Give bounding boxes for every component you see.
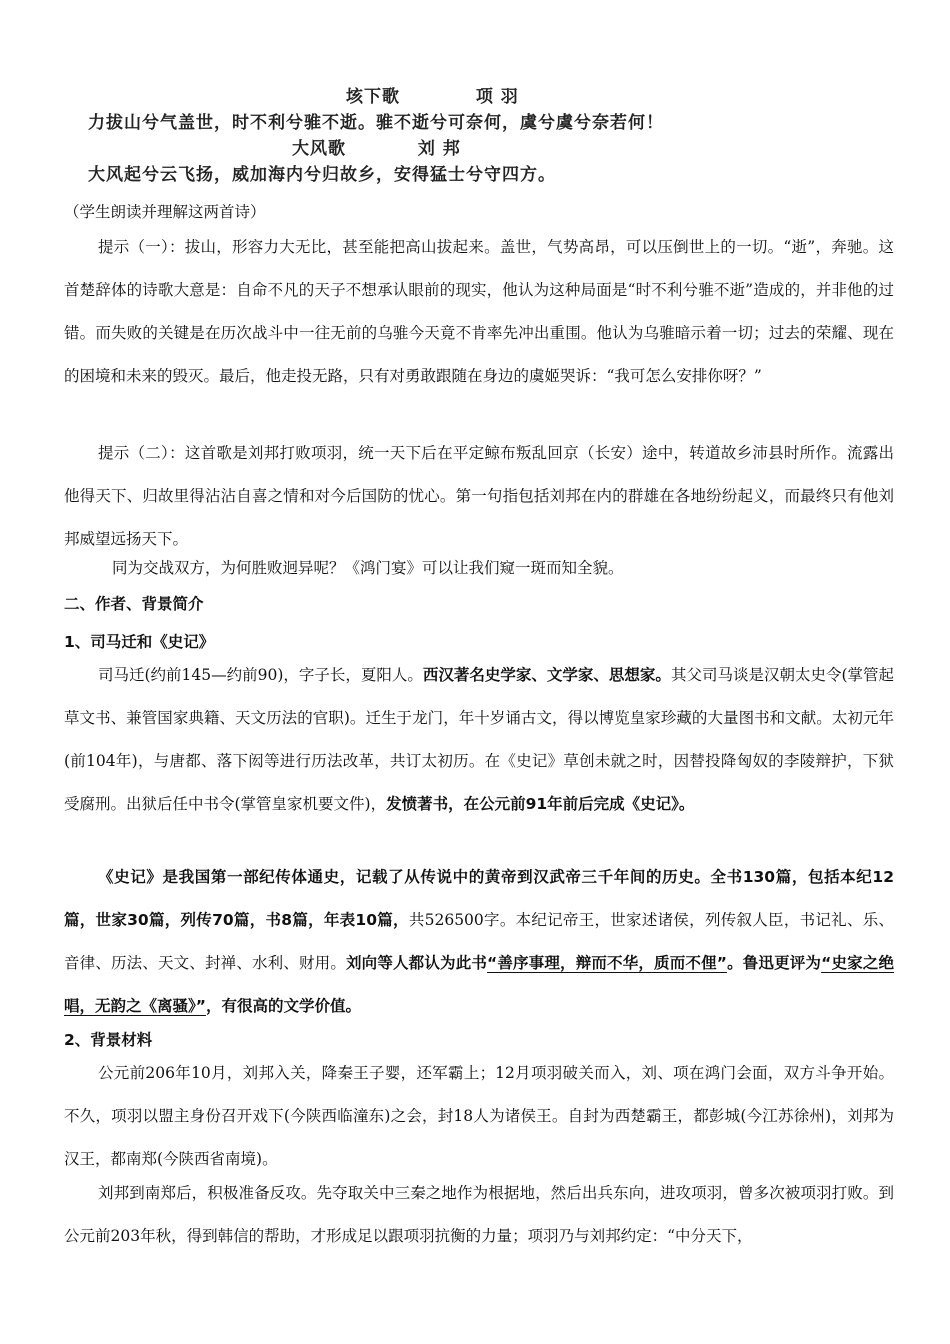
shiji-luxun-quote: “史家之绝唱，无韵之《离骚》” (64, 954, 894, 1015)
shiji-luxun: 。鲁迅更评为 (726, 954, 822, 972)
poem2-title-text: 大风歌 (292, 139, 346, 159)
sima-titles: 西汉著名史学家、文学家、思想家。 (422, 666, 671, 684)
poem2-line: 大风起兮云飞扬，威加海内兮归故乡，安得猛士兮守四方。 (88, 165, 556, 185)
subsection-heading-sima: 1、司马迁和《史记》 (64, 633, 215, 651)
sima-intro: 司马迁(约前145—约前90)，字子长，夏阳人。 (98, 666, 423, 684)
poem1-line: 力拔山兮气盖世，时不利兮骓不逝。骓不逝兮可奈何，虞兮虞兮奈若何！ (88, 113, 664, 133)
shiji-liuxiang-quote: “善序事理，辩而不华，质而不俚” (487, 954, 727, 972)
shiji-overview: 《史记》是我国第一部纪传体通史，记载了从传说中的黄帝到汉武帝三千年间的历史。全书130篇，包括本纪12篇，世家30篇，列传70篇，书8篇，年表10篇， (64, 868, 894, 929)
sima-bio: 其父司马谈是汉朝太史令(掌管起草文书、兼管国家典籍、天文历法的官职)。迁生于龙门，年十岁诵古文，得以博览皇家珍藏的大量图书和文献。太初元年(前104年)，与唐都、落下闳等进行历法改革，共订太初历。在《史记》草创未就之时，因替投降匈奴的李陵辩护，下狱受腐刑。出狱后任中书令(掌管皇家机要文件)， (64, 666, 894, 813)
subsection-heading-background: 2、背景材料 (64, 1031, 153, 1049)
poem1-title (346, 82, 519, 107)
background-paragraph-one: 公元前206年10月，刘邦入关，降秦王子婴，还军霸上；12月项羽破关而入，刘、项在鸿门会面，双方斗争开始。不久，项羽以盟主身份召开戏下(今陕西临潼东)之会，封18人为诸侯王。自封为西楚霸王，都彭城(今江苏徐州)，刘邦为汉王，都南郑(今陕西省南境)。 (64, 1064, 894, 1168)
section-heading: 二、作者、背景简介 (64, 595, 204, 613)
poem1-title-text: 垓下歌 (346, 87, 400, 107)
poem2-title (292, 134, 461, 159)
sima-qian-paragraph (64, 654, 894, 826)
background-paragraph-two: 刘邦到南郑后，积极准备反攻。先夺取关中三秦之地作为根据地，然后出兵东向，进攻项羽，曾多次被项羽打败。到公元前203年秋，得到韩信的帮助，才形成足以跟项羽抗衡的力量；项羽乃与刘邦约定：“中分天下， (64, 1184, 894, 1245)
shiji-paragraph (64, 856, 894, 1028)
transition-text: 同为交战双方，为何胜败迥异呢？《鸿门宴》可以让我们窥一斑而知全貌。 (112, 559, 624, 577)
hint-two-paragraph: 提示（二）：这首歌是刘邦打败项羽，统一天下后在平定鲸布叛乱回京（长安）途中，转道故乡沛县时所作。流露出他得天下、归故里得沾沾自喜之情和对今后国防的忧心。第一句指包括刘邦在内的群雄在各地纷纷起义，而最终只有他刘邦威望远扬天下。 (64, 444, 894, 548)
hint-one-paragraph: 提示（一）：拔山，形容力大无比，甚至能把高山拔起来。盖世，气势高昂，可以压倒世上的一切。“逝”，奔驰。这首楚辞体的诗歌大意是：自命不凡的天子不想承认眼前的现实，他认为这种局面是“时不利兮骓不逝”造成的，并非他的过错。而失败的关键是在历次战斗中一往无前的乌骓今天竟不肯率先冲出重围。他认为乌骓暗示着一切；过去的荣耀、现在的困境和未来的毁灭。最后，他走投无路，只有对勇敢跟随在身边的虞姬哭诉：“我可怎么安排你呀？” (64, 238, 894, 385)
sima-completion: 发愤著书，在公元前91年前后完成《史记》。 (386, 795, 695, 813)
poem1-author: 项 羽 (475, 87, 519, 107)
poem2-author: 刘 邦 (417, 139, 461, 159)
shiji-liuxiang: 刘向等人都认为此书 (346, 954, 488, 972)
shiji-details: 共526500字。本纪记帝王，世家述诸侯，列传叙人臣，书记礼、乐、音律、历法、天文、封禅、水利、财用。 (64, 911, 894, 972)
shiji-value: ，有很高的文学价值。 (205, 997, 361, 1015)
instruction-text: （学生朗读并理解这两首诗） (64, 203, 266, 221)
